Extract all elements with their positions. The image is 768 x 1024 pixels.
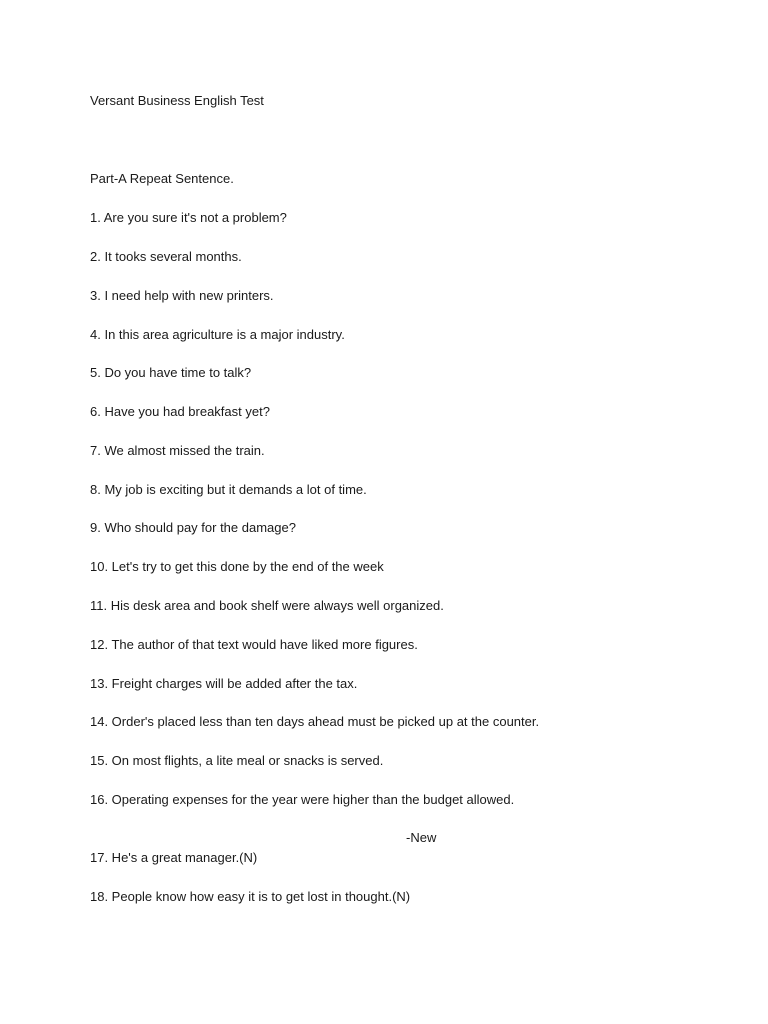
list-item: 7. We almost missed the train. bbox=[90, 443, 265, 458]
list-item: 10. Let's try to get this done by the end of the week bbox=[90, 559, 384, 574]
list-item: 2. It tooks several months. bbox=[90, 249, 242, 264]
list-item: 11. His desk area and book shelf were always well organized. bbox=[90, 598, 444, 613]
list-item: 6. Have you had breakfast yet? bbox=[90, 404, 270, 419]
new-marker: -New bbox=[406, 830, 437, 845]
list-item: 5. Do you have time to talk? bbox=[90, 365, 252, 380]
part-heading: Part-A Repeat Sentence. bbox=[90, 171, 234, 186]
list-item: 1. Are you sure it's not a problem? bbox=[90, 210, 287, 225]
list-item: 4. In this area agriculture is a major industry. bbox=[90, 327, 345, 342]
list-item: 16. Operating expenses for the year were higher than the budget allowed. bbox=[90, 792, 515, 807]
list-item: 12. The author of that text would have liked more figures. bbox=[90, 637, 418, 652]
list-item: 8. My job is exciting but it demands a lot of time. bbox=[90, 482, 367, 497]
document-title: Versant Business English Test bbox=[90, 93, 264, 108]
list-item: 14. Order's placed less than ten days ahead must be picked up at the counter. bbox=[90, 714, 540, 729]
list-item: 3. I need help with new printers. bbox=[90, 288, 274, 303]
list-item: 9. Who should pay for the damage? bbox=[90, 520, 296, 535]
list-item: 18. People know how easy it is to get lost in thought.(N) bbox=[90, 889, 411, 904]
list-item: 13. Freight charges will be added after the tax. bbox=[90, 676, 358, 691]
list-item: 15. On most flights, a lite meal or snacks is served. bbox=[90, 753, 384, 768]
list-item: 17. He's a great manager.(N) bbox=[90, 850, 258, 865]
